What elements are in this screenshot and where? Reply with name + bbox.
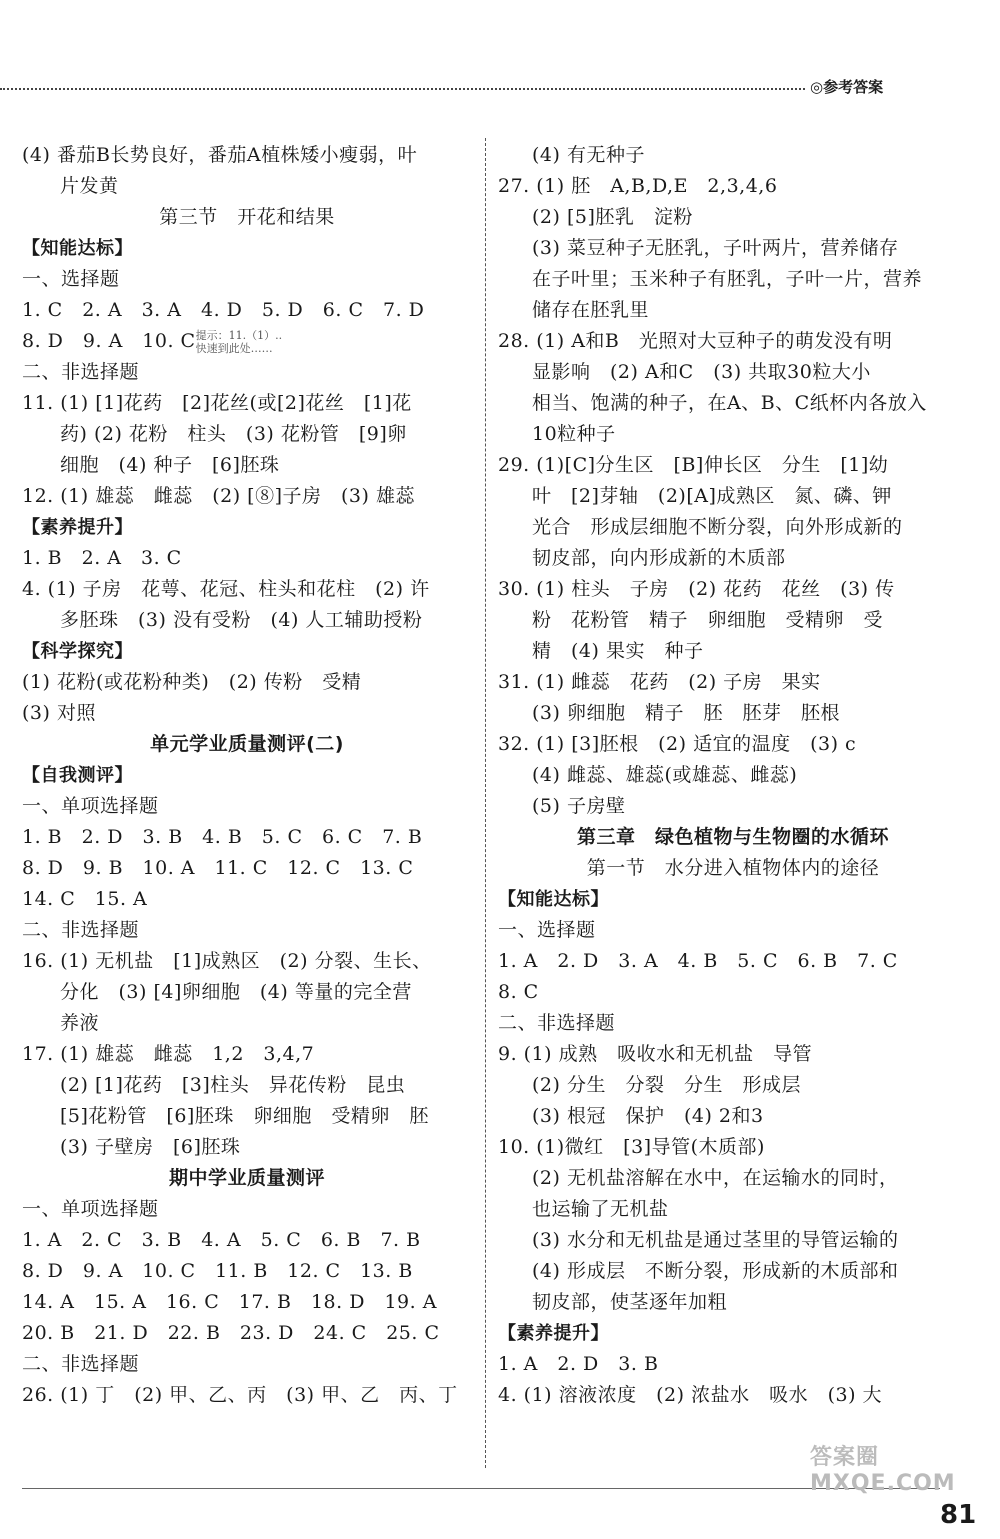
line-text: 27. (1) 胚 A,B,D,E 2,3,4,6: [498, 175, 778, 197]
left-line: [22, 388, 472, 419]
line-text: 11. (1) [1]花药 [2]花丝(或[2]花丝 [1]花: [22, 392, 412, 414]
line-text: 8. D 9. A 10. C: [22, 330, 196, 352]
right-line: [498, 977, 968, 1008]
line-text: 【自我测评】: [22, 765, 133, 786]
line-text: 1. B 2. D 3. B 4. B 5. C 6. C 7. B: [22, 826, 423, 848]
left-line: [22, 295, 472, 326]
left-line: [22, 543, 472, 574]
line-text: 【知能达标】: [22, 238, 133, 259]
left-line: [22, 946, 472, 977]
line-text: 细胞 (4) 种子 [6]胚珠: [60, 454, 280, 476]
left-line: [22, 729, 472, 760]
left-line: [22, 264, 472, 295]
line-text: 1. A 2. D 3. A 4. B 5. C 6. B 7. C: [498, 950, 898, 972]
right-line: [498, 481, 968, 512]
right-line: [498, 233, 968, 264]
left-line: [22, 1194, 472, 1225]
right-line: [498, 1101, 968, 1132]
line-text: 26. (1) 丁 (2) 甲、乙、丙 (3) 甲、乙 丙、丁: [22, 1384, 458, 1406]
right-line: [498, 822, 968, 853]
line-text: 多胚珠 (3) 没有受粉 (4) 人工辅助授粉: [60, 609, 423, 631]
right-line: [498, 791, 968, 822]
line-text: (1) 花粉(或花粉种类) (2) 传粉 受精: [22, 671, 362, 693]
line-text: (2) 无机盐溶解在水中，在运输水的同时，: [532, 1167, 899, 1189]
line-text: 二、非选择题: [498, 1012, 616, 1034]
left-line: [22, 1132, 472, 1163]
line-text: 17. (1) 雄蕊 雌蕊 1,2 3,4,7: [22, 1043, 315, 1065]
left-line: [22, 667, 472, 698]
left-line: [22, 419, 472, 450]
right-line: [498, 1287, 968, 1318]
right-line: [498, 884, 968, 915]
line-text: 也运输了无机盐: [532, 1198, 669, 1220]
line-text: 8. C: [498, 981, 539, 1003]
left-line: [22, 574, 472, 605]
line-text: 韧皮部，使茎逐年加粗: [532, 1291, 728, 1313]
line-text: (5) 子房壁: [532, 795, 626, 817]
smudged-note-line: 快速到此处……: [195, 342, 273, 355]
line-text: 第三章 绿色植物与生物圈的水循环: [576, 826, 889, 848]
line-text: 8. D 9. A 10. C 11. B 12. C 13. B: [22, 1260, 413, 1282]
header-dotted-rule: [0, 88, 805, 90]
left-line: [22, 1039, 472, 1070]
left-line: [22, 884, 472, 915]
line-text: 期中学业质量测评: [168, 1167, 325, 1189]
left-line: [22, 977, 472, 1008]
line-text: 16. (1) 无机盐 [1]成熟区 (2) 分裂、生长、: [22, 950, 432, 972]
right-line: [498, 760, 968, 791]
right-line: [498, 1225, 968, 1256]
line-text: 单元学业质量测评(二): [150, 733, 344, 755]
right-line: [498, 605, 968, 636]
smudged-note-line: 提示：11.（1）..: [195, 329, 283, 342]
line-text: 1. C 2. A 3. A 4. D 5. D 6. C 7. D: [22, 299, 425, 321]
line-text: 药) (2) 花粉 柱头 (3) 花粉管 [9]卵: [60, 423, 407, 445]
right-line: [498, 1318, 968, 1349]
right-line: [498, 202, 968, 233]
left-line: [22, 1163, 472, 1194]
left-line: [22, 481, 472, 512]
left-line: [22, 326, 472, 357]
line-text: 【科学探究】: [22, 641, 133, 662]
line-text: 【知能达标】: [498, 889, 609, 910]
right-line: [498, 1256, 968, 1287]
line-text: 12. (1) 雄蕊 雌蕊 (2) [⑧]子房 (3) 雄蕊: [22, 485, 415, 507]
right-line: [498, 574, 968, 605]
right-line: [498, 419, 968, 450]
line-text: 14. A 15. A 16. C 17. B 18. D 19. A: [22, 1291, 437, 1313]
right-line: [498, 326, 968, 357]
left-line: [22, 450, 472, 481]
left-line: [22, 357, 472, 388]
right-line: [498, 450, 968, 481]
right-line: [498, 543, 968, 574]
left-line: [22, 1380, 472, 1411]
line-text: 储存在胚乳里: [532, 299, 650, 321]
line-text: 光合 形成层细胞不断分裂，向外形成新的: [532, 516, 903, 538]
line-text: 叶 [2]芽轴 (2)[A]成熟区 氮、磷、钾: [532, 485, 892, 507]
line-text: (4) 形成层 不断分裂，形成新的木质部和: [532, 1260, 899, 1282]
right-line: [498, 1380, 968, 1411]
left-line: [22, 1349, 472, 1380]
line-text: 【素养提升】: [22, 517, 133, 538]
line-text: (3) 根冠 保护 (4) 2和3: [532, 1105, 764, 1127]
line-text: 二、非选择题: [22, 361, 140, 383]
page-number: 81: [940, 1500, 977, 1530]
line-text: 相当、饱满的种子，在A、B、C纸杯内各放入: [532, 392, 927, 414]
right-line: [498, 264, 968, 295]
header-label: ◎参考答案: [810, 78, 884, 96]
right-line: [498, 512, 968, 543]
right-column: [498, 140, 968, 1411]
right-line: [498, 946, 968, 977]
left-line: [22, 791, 472, 822]
right-line: [498, 698, 968, 729]
line-text: (2) [5]胚乳 淀粉: [532, 206, 693, 228]
smudged-note: [196, 329, 283, 355]
line-text: 养液: [60, 1012, 100, 1034]
line-text: 一、选择题: [498, 919, 596, 941]
line-text: 28. (1) A和B 光照对大豆种子的萌发没有明: [498, 330, 893, 352]
line-text: 一、单项选择题: [22, 1198, 159, 1220]
left-line: [22, 171, 472, 202]
line-text: (4) 番茄B长势良好，番茄A植株矮小瘦弱，叶: [22, 144, 418, 166]
right-line: [498, 1070, 968, 1101]
line-text: 显影响 (2) A和C (3) 共取30粒大小: [532, 361, 871, 383]
footer-rule: [22, 1488, 940, 1489]
line-text: 30. (1) 柱头 子房 (2) 花药 花丝 (3) 传: [498, 578, 895, 600]
left-line: [22, 1287, 472, 1318]
line-text: 分化 (3) [4]卵细胞 (4) 等量的完全营: [60, 981, 412, 1003]
line-text: 1. A 2. D 3. B: [498, 1353, 659, 1375]
left-line: [22, 1225, 472, 1256]
right-line: [498, 667, 968, 698]
line-text: 韧皮部，向内形成新的木质部: [532, 547, 786, 569]
left-column: [22, 140, 472, 1411]
line-text: 【素养提升】: [498, 1323, 609, 1344]
line-text: (4) 有无种子: [532, 144, 645, 166]
line-text: (3) 卵细胞 精子 胚 胚芽 胚根: [532, 702, 840, 724]
line-text: 第一节 水分进入植物体内的途径: [586, 857, 880, 879]
left-line: [22, 1008, 472, 1039]
line-text: (3) 子壁房 [6]胚珠: [60, 1136, 241, 1158]
line-text: 8. D 9. B 10. A 11. C 12. C 13. C: [22, 857, 414, 879]
left-line: [22, 915, 472, 946]
left-line: [22, 202, 472, 233]
line-text: 粉 花粉管 精子 卵细胞 受精卵 受: [532, 609, 884, 631]
left-line: [22, 140, 472, 171]
left-line: [22, 636, 472, 667]
left-line: [22, 233, 472, 264]
watermark: 答案圈 MXQE.COM: [810, 1445, 956, 1496]
line-text: 一、选择题: [22, 268, 120, 290]
line-text: 9. (1) 成熟 吸收水和无机盐 导管: [498, 1043, 813, 1065]
right-line: [498, 295, 968, 326]
left-line: [22, 853, 472, 884]
line-text: 一、单项选择题: [22, 795, 159, 817]
right-line: [498, 1132, 968, 1163]
right-line: [498, 388, 968, 419]
line-text: 在子叶里；玉米种子有胚乳，子叶一片，营养: [532, 268, 923, 290]
right-line: [498, 729, 968, 760]
column-divider: [485, 138, 486, 1468]
line-text: 4. (1) 溶液浓度 (2) 浓盐水 吸水 (3) 大: [498, 1384, 883, 1406]
right-line: [498, 1349, 968, 1380]
line-text: 29. (1)[C]分生区 [B]伸长区 分生 [1]幼: [498, 454, 889, 476]
right-line: [498, 1163, 968, 1194]
line-text: 精 (4) 果实 种子: [532, 640, 704, 662]
right-line: [498, 357, 968, 388]
line-text: (3) 对照: [22, 702, 96, 724]
line-text: 片发黄: [60, 175, 119, 197]
line-text: 第三节 开花和结果: [159, 206, 335, 228]
left-line: [22, 822, 472, 853]
right-line: [498, 853, 968, 884]
right-line: [498, 171, 968, 202]
line-text: (2) [1]花药 [3]柱头 异花传粉 昆虫: [60, 1074, 406, 1096]
line-text: (4) 雌蕊、雄蕊(或雄蕊、雌蕊): [532, 764, 798, 786]
right-line: [498, 1008, 968, 1039]
right-line: [498, 1194, 968, 1225]
line-text: 14. C 15. A: [22, 888, 148, 910]
left-line: [22, 512, 472, 543]
line-text: [5]花粉管 [6]胚珠 卵细胞 受精卵 胚: [60, 1105, 429, 1127]
line-text: 4. (1) 子房 花萼、花冠、柱头和花柱 (2) 许: [22, 578, 430, 600]
left-line: [22, 760, 472, 791]
right-line: [498, 915, 968, 946]
left-line: [22, 1101, 472, 1132]
line-text: 32. (1) [3]胚根 (2) 适宜的温度 (3) c: [498, 733, 857, 755]
line-text: 31. (1) 雌蕊 花药 (2) 子房 果实: [498, 671, 821, 693]
line-text: (2) 分生 分裂 分生 形成层: [532, 1074, 801, 1096]
left-line: [22, 1070, 472, 1101]
line-text: 二、非选择题: [22, 1353, 140, 1375]
line-text: 1. A 2. C 3. B 4. A 5. C 6. B 7. B: [22, 1229, 421, 1251]
line-text: 1. B 2. A 3. C: [22, 547, 182, 569]
line-text: 10. (1)微红 [3]导管(木质部): [498, 1136, 765, 1158]
right-line: [498, 1039, 968, 1070]
line-text: 10粒种子: [532, 423, 616, 445]
right-line: [498, 140, 968, 171]
left-line: [22, 1318, 472, 1349]
left-line: [22, 605, 472, 636]
right-line: [498, 636, 968, 667]
line-text: (3) 水分和无机盐是通过茎里的导管运输的: [532, 1229, 899, 1251]
line-text: 二、非选择题: [22, 919, 140, 941]
left-line: [22, 1256, 472, 1287]
left-line: [22, 698, 472, 729]
line-text: (3) 菜豆种子无胚乳，子叶两片，营养储存: [532, 237, 899, 259]
line-text: 20. B 21. D 22. B 23. D 24. C 25. C: [22, 1322, 440, 1344]
